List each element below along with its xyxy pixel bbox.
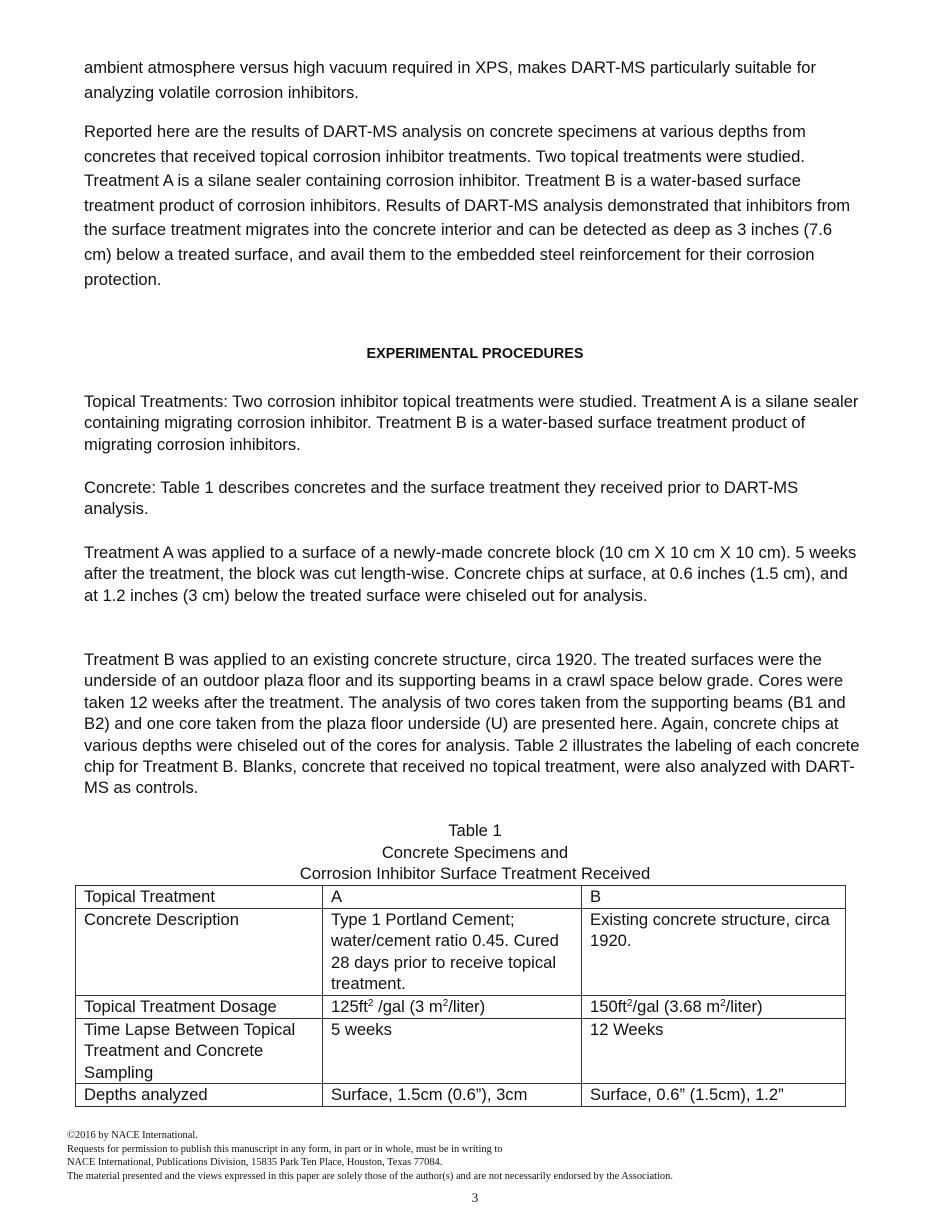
paragraph-topical-treatments: Topical Treatments: Two corrosion inhibitor topical treatments were studied. Treatment A is a silane sealer containing migrating corrosion inhibitor. Treatment B is a water-based surface treatment product of migrating corrosion inhibitors. bbox=[84, 392, 859, 454]
copyright-footer bbox=[67, 1129, 907, 1183]
specimen-table bbox=[75, 885, 846, 1107]
table-row bbox=[76, 908, 846, 995]
intro-paragraph-2: Reported here are the results of DART-MS analysis on concrete specimens at various depths from concretes that received topical corrosion inhibitor treatments. Two topical treatments were studied. Treatment A is a silane sealer containing corrosion inhibitor. Treatment B is a water-based surface treatment product of corrosion inhibitors. Results of DART-MS analysis demonstrated that inhibitors from the surface treatment migrates into the concrete interior and can be detected as deep as 3 inches (7.6 cm) below a treated surface, and avail them to the embedded steel reinforcement for their corrosion protection. bbox=[84, 122, 851, 289]
paragraph-treatment-a: Treatment A was applied to a surface of a newly-made concrete block (10 cm X 10 cm X 10 cm). 5 weeks after the treatment, the block was cut length-wise. Concrete chips at surface, at 0.6 inches (1.5 cm), and at 1.2 inches (3 cm) below the treated surface were chiseled out for analysis. bbox=[84, 543, 857, 605]
footer-address: NACE International, Publications Division, 15835 Park Ten Place, Houston, Texas 77084. bbox=[67, 1157, 443, 1168]
row-label: Concrete Description bbox=[76, 908, 323, 995]
page-number: 3 bbox=[471, 1190, 479, 1205]
table-caption-number: Table 1 bbox=[448, 821, 502, 840]
row-label: Topical Treatment bbox=[76, 886, 323, 909]
row-label: Depths analyzed bbox=[76, 1084, 323, 1107]
footer-permission: Requests for permission to publish this manuscript in any form, in part or in whole, must be in writing to bbox=[67, 1143, 503, 1155]
section-heading: EXPERIMENTAL PROCEDURES bbox=[366, 346, 584, 362]
footer-copyright: ©2016 by NACE International. bbox=[67, 1130, 198, 1141]
cell-treatment-b: 12 Weeks bbox=[582, 1018, 846, 1084]
cell-treatment-b: Existing concrete structure, circa 1920. bbox=[582, 908, 846, 995]
cell-treatment-a: Surface, 1.5cm (0.6”), 3cm bbox=[323, 1084, 582, 1107]
table-caption-title-2: Corrosion Inhibitor Surface Treatment Received bbox=[299, 864, 651, 884]
row-label: Topical Treatment Dosage bbox=[76, 995, 323, 1018]
cell-treatment-a: 5 weeks bbox=[323, 1018, 582, 1084]
paragraph-concrete: Concrete: Table 1 describes concretes and the surface treatment they received prior to DART-MS analysis. bbox=[84, 478, 799, 519]
table-row bbox=[76, 995, 846, 1018]
cell-treatment-a: A bbox=[323, 886, 582, 909]
table-row bbox=[76, 886, 846, 909]
table-row bbox=[76, 1084, 846, 1107]
cell-treatment-b: $150ft^2$/gal (3.68 $m^2/liter$) bbox=[582, 995, 846, 1018]
table-caption bbox=[0, 820, 950, 885]
cell-treatment-a: $125ft^2$ /gal (3 $m^2/liter$) bbox=[323, 995, 582, 1018]
cell-treatment-b: Surface, 0.6” (1.5cm), 1.2” bbox=[582, 1084, 846, 1107]
table-caption-title-1: Concrete Specimens and bbox=[381, 842, 569, 862]
cell-treatment-a: Type 1 Portland Cement; water/cement ratio 0.45. Cured 28 days prior to receive topical treatment. bbox=[323, 908, 582, 995]
paragraph-treatment-b: Treatment B was applied to an existing concrete structure, circa 1920. The treated surfaces were the underside of an outdoor plaza floor and its supporting beams in a crawl space below grade. Cores were taken 12 weeks after the treatment. The analysis of two cores taken from the supporting beams (B1 and B2) and one core taken from the plaza floor underside (U) are presented here. Again, concrete chips at various depths were chiseled out of the cores for analysis. Table 2 illustrates the labeling of each concrete chip for Treatment B. Blanks, concrete that received no topical treatment, were also analyzed with DART-MS as controls. bbox=[84, 650, 860, 798]
table-row bbox=[76, 1018, 846, 1084]
cell-treatment-b: B bbox=[582, 886, 846, 909]
row-label: Time Lapse Between Topical Treatment and Concrete Sampling bbox=[76, 1018, 323, 1084]
intro-paragraph-1: ambient atmosphere versus high vacuum required in XPS, makes DART-MS particularly suitable for analyzing volatile corrosion inhibitors. bbox=[84, 58, 816, 102]
footer-disclaimer: The material presented and the views expressed in this paper are solely those of the author(s) and are not necessarily endorsed by the Association. bbox=[67, 1170, 673, 1182]
